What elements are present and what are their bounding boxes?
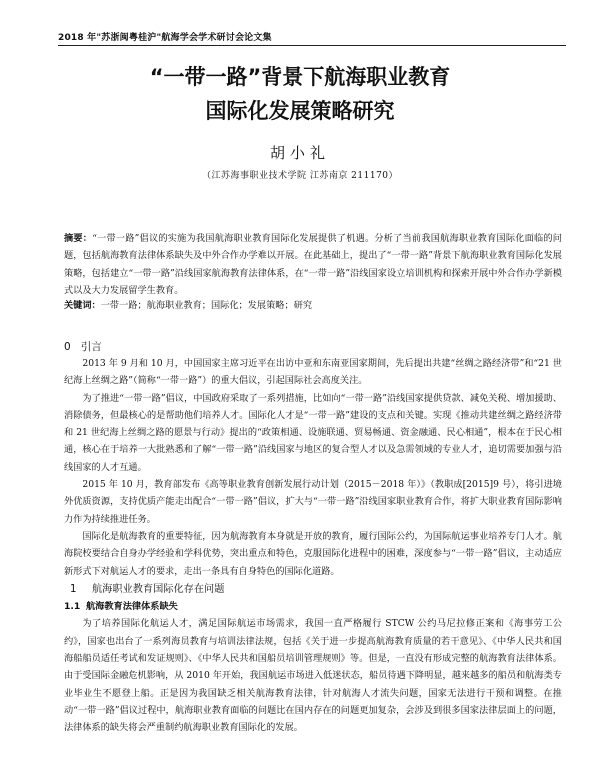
body-text bbox=[64, 355, 562, 737]
author: 胡小礼 bbox=[269, 144, 330, 162]
keywords-text: 一带一路；航海职业教育；国际化；发展策略；研究 bbox=[100, 300, 313, 311]
header-rule bbox=[58, 45, 566, 46]
paragraph: 国际化是航海教育的重要特征，因为航海教育本身就是开放的教育，履行国际公约，为国际航运事业培养专门人才。航海院校要结合自身办学经验和学科优势，突出重点和特色，克服国际化进程中的困难，深度参与“一带一路”倡议，主动适应新形式下对航运人才的要求，走出一条具有自身特色的国际化道路。 bbox=[64, 530, 562, 577]
paragraph: 2013 年 9 月和 10 月，中国国家主席习近平在出访中亚和东南亚国家期间，先后提出共建“丝绸之路经济带”和“21 世纪海上丝绸之路”（简称“一带一路”）的重大倡议，引起国际社会高度关注。 bbox=[64, 358, 562, 387]
abstract-label: 摘要： bbox=[64, 233, 93, 244]
section-heading-0 bbox=[64, 339, 102, 354]
section-1-title: 航海职业教育国际化存在问题 bbox=[92, 583, 225, 595]
section-heading-1 bbox=[64, 581, 562, 598]
title-line-1: “一带一路”背景下航海职业教育 bbox=[149, 65, 451, 89]
paper-title bbox=[40, 60, 560, 128]
paragraph: 2015 年 10 月，教育部发布《高等职业教育创新发展行动计划（2015－2018 年）》（教职成[2015]9 号），将引进境外优质资源，支持优质产能走出配合“一带一路”倡议，扩大与“一带一路”沿线国家职业教育合作，将扩大职业教育国际影响力作为持续推进任务。 bbox=[64, 479, 562, 525]
section-0-title: 引言 bbox=[80, 341, 102, 353]
abstract-text: “一带一路”倡议的实施为我国航海职业教育国际化发展提供了机遇。分析了当前我国航海职业教育国际化面临的问题，包括航海教育法律体系缺失及中外合作办学难以开展。在此基础上，提出了“一带一路”背景下航海职业教育国际化发展策略，包括建立“一带一路”沿线国家航海教育法律体系，在“一带一路”沿线国家设立培训机构和探索开展中外合作办学新模式以及大力发展留学生教育。 bbox=[64, 233, 562, 296]
keywords bbox=[64, 299, 562, 313]
keywords-label: 关键词： bbox=[64, 300, 101, 311]
subsection-heading-1-1 bbox=[64, 598, 562, 615]
running-header: 2018 年"苏浙闽粤桂沪"航海学会学术研讨会论文集 bbox=[58, 33, 272, 43]
section-1-1-title: 航海教育法律体系缺失 bbox=[86, 601, 178, 613]
section-1-1-number: 1.1 bbox=[64, 601, 81, 613]
paragraph: 为了培养国际化航运人才，满足国际航运市场需求，我国一直严格履行 STCW 公约马尼拉修正案和《海事劳工公约》，国家也出台了一系列海员教育与培训法律法规，包括《关于进一步提高航海教育质量的若干意见》、《中华人民共和国海船船员适任考试和发证规则》、《中华人民共和国船员培训管理规则》等。但是，一直没有形成完整的航海教育法律体系。由于受国际金融危机影响，从 2010 年开始，我国航运市场进入低迷状态，船员待遇下降明显，越来越多的船员和航海类专业毕业生不愿登上船。正是因为我国缺乏相关航海教育法律，针对航海人才流失问题，国家无法进行干预和调整。在推动“一带一路”倡议过程中，航海职业教育面临的问题比在国内存在的问题更加复杂，会涉及到很多国家法律层面上的问题，法律体系的缺失将会严重制约航海职业教育国际化的发展。 bbox=[64, 618, 562, 734]
abstract bbox=[64, 230, 562, 299]
section-0-number: 0 bbox=[64, 341, 71, 353]
affiliation: （江苏海事职业技术学院 江苏南京 211170） bbox=[201, 171, 399, 181]
section-1-number: 1 bbox=[70, 583, 77, 595]
title-line-2: 国际化发展策略研究 bbox=[205, 99, 395, 123]
paragraph: 为了推进“一带一路”倡议，中国政府采取了一系列措施，比如向“一带一路”沿线国家提供贷款、减免关税、增加援助、消除债务，但最核心的是帮助他们培养人才。国际化人才是“一带一路”建设的支点和关键。实现《推动共建丝绸之路经济带和 21 世纪海上丝绸之路的愿景与行动》提出的“政策相通、设施联通、贸易畅通、资金融通、民心相通”，根本在于民心相通，核心在于培养一大批熟悉和了解“一带一路”沿线国家与地区的复合型人才以及急需领域的专业人才，追切需要加强与沿线国家的人才互通。 bbox=[64, 392, 562, 473]
